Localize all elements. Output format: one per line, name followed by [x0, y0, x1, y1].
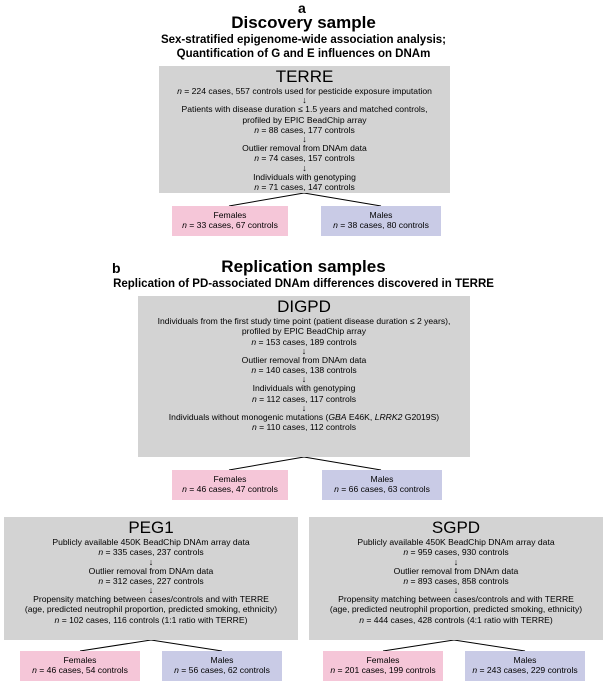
digpd-line-7: n = 112 cases, 117 controls	[251, 393, 357, 404]
males-counts: n = 66 cases, 63 controls	[334, 484, 430, 495]
peg1-line-6: (age, predicted neutrophil proportion, predicted smoking, ethnicity)	[24, 604, 278, 615]
terre-line-8: n = 71 cases, 147 controls	[254, 182, 355, 193]
arrow-icon: ↓	[301, 345, 307, 356]
discovery-subheading-2: Quantification of G and E influences on DNAm	[176, 48, 431, 60]
digpd-line-3: n = 153 cases, 189 controls	[251, 336, 357, 347]
sgpd-line-5: Propensity matching between cases/controls and with TERRE	[338, 594, 574, 605]
females-counts: n = 201 cases, 199 controls	[330, 665, 436, 676]
females-counts: n = 33 cases, 67 controls	[182, 220, 278, 231]
peg1-line-4: n = 312 cases, 227 controls	[98, 575, 204, 586]
terre-line-4: n = 88 cases, 177 controls	[254, 124, 355, 135]
females-label: Females	[366, 655, 400, 665]
panel-letter-b: b	[112, 260, 121, 276]
sgpd-line-1: Publicly available 450K BeadChip DNAm array data	[357, 537, 555, 547]
females-label: Females	[63, 655, 97, 665]
terre-males-box	[321, 206, 441, 236]
sgpd-line-4: n = 893 cases, 858 controls	[403, 575, 509, 586]
females-label: Females	[213, 474, 247, 484]
peg1-line-7: n = 102 cases, 116 controls (1:1 ratio with TERRE)	[54, 614, 248, 625]
digpd-title: DIGPD	[277, 297, 331, 316]
terre-line-5: Outlier removal from DNAm data	[242, 143, 367, 154]
arrow-icon: ↓	[453, 556, 459, 567]
replication-heading: Replication samples	[221, 257, 386, 276]
peg1-line-1: Publicly available 450K BeadChip DNAm array data	[52, 537, 250, 547]
arrow-icon: ↓	[148, 585, 154, 596]
digpd-line-5: n = 140 cases, 138 controls	[251, 365, 357, 376]
arrow-icon: ↓	[453, 585, 459, 596]
arrow-icon: ↓	[301, 403, 307, 414]
terre-line-2: Patients with disease duration ≤ 1.5 years and matched controls,	[181, 104, 428, 115]
males-label: Males	[370, 474, 394, 484]
replication-subheading: Replication of PD-associated DNAm differences discovered in TERRE	[113, 278, 494, 290]
males-counts: n = 38 cases, 80 controls	[333, 220, 429, 231]
males-label: Males	[369, 210, 393, 220]
sgpd-box	[309, 517, 603, 640]
peg1-males-box	[162, 651, 282, 681]
terre-line-6: n = 74 cases, 157 controls	[254, 153, 355, 164]
terre-females-box	[172, 206, 288, 236]
terre-box	[159, 66, 450, 193]
females-label: Females	[213, 210, 247, 220]
males-counts: n = 243 cases, 229 controls	[472, 665, 578, 676]
digpd-line-8: Individuals without monogenic mutations (GBA E46K, LRRK2 G2019S)	[168, 412, 440, 423]
digpd-line-4: Outlier removal from DNAm data	[241, 354, 367, 365]
peg1-line-3: Outlier removal from DNAm data	[88, 565, 214, 576]
arrow-icon: ↓	[148, 556, 154, 567]
peg1-line-2: n = 335 cases, 237 controls	[98, 547, 204, 558]
peg1-females-box	[20, 651, 140, 681]
discovery-subheading-1: Sex-stratified epigenome-wide association analysis;	[160, 34, 447, 46]
arrow-icon: ↓	[301, 374, 307, 385]
males-label: Males	[513, 655, 537, 665]
digpd-line-6: Individuals with genotyping	[252, 383, 356, 394]
digpd-line-2: profiled by EPIC BeadChip array	[241, 326, 367, 337]
discovery-heading: Discovery sample	[231, 13, 376, 32]
digpd-females-box	[172, 470, 288, 500]
peg1-line-5: Propensity matching between cases/controls and with TERRE	[33, 594, 269, 605]
females-counts: n = 46 cases, 54 controls	[32, 665, 128, 676]
arrow-icon: ↓	[302, 134, 307, 145]
sgpd-line-6: (age, predicted neutrophil proportion, predicted smoking, ethnicity)	[329, 604, 583, 615]
terre-line-3: profiled by EPIC BeadChip array	[242, 114, 367, 125]
terre-line-1: n = 224 cases, 557 controls used for pesticide exposure imputation	[177, 86, 432, 96]
sgpd-males-box	[465, 651, 585, 681]
digpd-males-box	[322, 470, 442, 500]
arrow-icon: ↓	[302, 95, 307, 106]
digpd-line-9: n = 110 cases, 112 controls	[251, 422, 357, 433]
peg1-title: PEG1	[128, 518, 174, 537]
panel-letter-a: a	[298, 0, 306, 16]
digpd-line-1: Individuals from the first study time point (patient disease duration ≤ 2 years),	[157, 316, 451, 326]
sgpd-line-3: Outlier removal from DNAm data	[393, 565, 519, 576]
males-label: Males	[210, 655, 234, 665]
sgpd-title: SGPD	[431, 518, 481, 537]
terre-line-7: Individuals with genotyping	[253, 171, 356, 182]
sgpd-line-7: n = 444 cases, 428 controls (4:1 ratio with TERRE)	[359, 614, 553, 625]
peg1-box	[4, 517, 298, 640]
arrow-icon: ↓	[302, 162, 307, 173]
males-counts: n = 56 cases, 62 controls	[174, 665, 270, 676]
sgpd-females-box	[323, 651, 443, 681]
terre-title: TERRE	[275, 67, 334, 86]
digpd-box	[138, 296, 470, 457]
females-counts: n = 46 cases, 47 controls	[182, 484, 278, 495]
sgpd-line-2: n = 959 cases, 930 controls	[403, 547, 509, 558]
